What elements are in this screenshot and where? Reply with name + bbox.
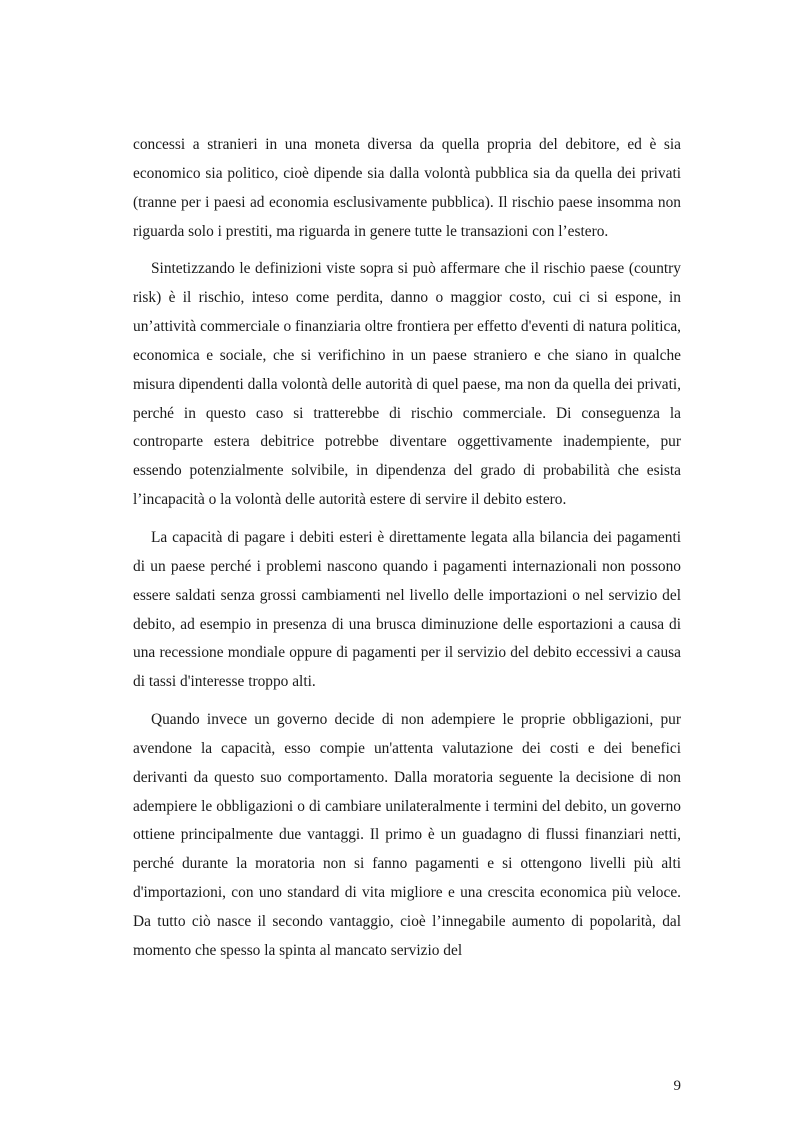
paragraph-country-risk-definition: Sintetizzando le definizioni viste sopra si può affermare che il rischio paese (country risk) è il rischio, inteso come perdita, danno o maggior costo, cui ci si espone, in un’attività commerciale o finanziaria oltre frontiera per effetto d'eventi di natura politica, economica e sociale, che si verifichino in un paese straniero e che siano in qualche misura dipendenti dalla volontà delle autorità di quel paese, ma non da quella dei privati, perché in questo caso si tratterebbe di rischio commerciale. Di conseguenza la controparte estera debitrice potrebbe diventare oggettivamente inadempiente, pur essendo potenzialmente solvibile, in dipendenza del grado di probabilità che esista l’incapacità o la volontà delle autorità estere di servire il debito estero. <box>133 260 681 509</box>
page-number: 9 <box>673 1078 681 1094</box>
paragraph-government-default: Quando invece un governo decide di non adempiere le proprie obbligazioni, pur avendone la capacità, esso compie un'attenta valutazione dei costi e dei benefici derivanti da questo suo comportamento. Dalla moratoria seguente la decisione di non adempiere le obbligazioni o di cambiare unilateralmente i termini del debito, un governo ottiene principalmente due vantaggi. Il primo è un guadagno di flussi finanziari netti, perché durante la moratoria non si fanno pagamenti e si ottengono livelli più alti d'importazioni, con uno standard di vita migliore e una crescita economica più veloce. Da tutto ciò nasce il secondo vantaggio, cioè l’innegabile aumento di popolarità, dal momento che spesso la spinta al mancato servizio del <box>133 711 681 959</box>
paragraph-continuation: concessi a stranieri in una moneta diversa da quella propria del debitore, ed è sia economico sia politico, cioè dipende sia dalla volontà pubblica sia da quella dei privati (tranne per i paesi ad economia esclusivamente pubblica). Il rischio paese insomma non riguarda solo i prestiti, ma riguarda in genere tutte le transazioni con l’estero. <box>133 136 681 240</box>
paragraph-payment-capacity: La capacità di pagare i debiti esteri è direttamente legata alla bilancia dei pagamenti di un paese perché i problemi nascono quando i pagamenti internazionali non possono essere saldati senza grossi cambiamenti nel livello delle importazioni o nel servizio del debito, ad esempio in presenza di una brusca diminuzione delle esportazioni a causa di una recessione mondiale oppure di pagamenti per il servizio del debito eccessivi a causa di tassi d'interesse troppo alti. <box>133 528 681 691</box>
document-body <box>133 131 681 975</box>
